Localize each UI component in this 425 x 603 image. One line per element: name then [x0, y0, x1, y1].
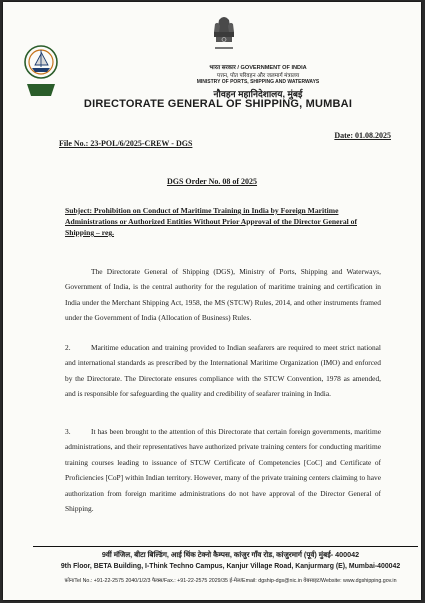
header-directorate-english: DIRECTORATE GENERAL OF SHIPPING, MUMBAI [83, 98, 353, 110]
subject-line: Subject: Prohibition on Conduct of Maritime Training in India by Foreign Maritime Administrations or Authorized Entities Without Prior Approval of the Director General of Shipping – reg. [65, 206, 357, 237]
paragraph-3 [65, 424, 381, 516]
paragraph-2 [65, 340, 381, 402]
footer-address-hindi: 9वीं मंजिल, बीटा बिल्डिंग, आई थिंक टेक्नो कैम्पस, कांजुर गाँव रोड, कांजुरमार्ग (पूर्व) मुंबई- 400042 [101, 550, 360, 559]
document-date: Date: 01.08.2025 [334, 131, 391, 140]
header-govt-of-india: भारत सरकार / GOVERNMENT OF INDIA [209, 65, 307, 71]
header-ministry-hindi: पत्तन, पोत परिवहन और जलमार्ग मंत्रालय [216, 73, 300, 79]
paragraph-3-text: It has been brought to the attention of this Directorate that certain foreign governments, maritime administrations, and their representatives have authorized private training centers for conducting maritime training courses leading to issuance of STCW Certificate of Competencies [CoC] and Certificate of Proficiencies [CoP] within Indian territory. However, many of the private training centers claiming to have authorization from foreign maritime administrations do not have approval of the Director General of Shipping. [65, 427, 381, 514]
footer-divider [33, 546, 418, 547]
document-page [3, 2, 421, 600]
order-title: DGS Order No. 08 of 2025 [166, 177, 258, 186]
footer-contact-details: फ़ोन/Tel No.: +91-22-2575 2040/1/2/3 फैक्स/Fax.: +91-22-2575 2029/35 ई-मेल/Email: dgship-dgs@nic.in वेबसाइट/Website: www.dgshipping.gov.in [64, 578, 397, 584]
file-number: File No.: 23-POL/6/2025-CREW - DGS [59, 139, 193, 148]
paragraph-2-number: 2. [65, 343, 71, 352]
paragraph-3-number: 3. [65, 427, 71, 436]
header-directorate-hindi: नौवहन महानिदेशालय, मुंबई [213, 89, 303, 99]
footer-address-english: 9th Floor, BETA Building, I-Think Techno Campus, Kanjur Village Road, Kanjurmarg (E), Mumbai-400042 [60, 563, 401, 570]
paragraph-1: The Directorate General of Shipping (DGS), Ministry of Ports, Shipping and Waterways, Government of India, is the central authority for the regulation of maritime training and certification in India under the Merchant Shipping Act, 1958, the MS (STCW) Rules, 2014, and other instruments framed under the Government of India (Allocation of Business) Rules. [65, 267, 381, 323]
ashoka-emblem-icon [209, 14, 239, 58]
paragraph-2-text: Maritime education and training provided to Indian seafarers are required to meet strict national and international standards as prescribed by the International Maritime Organization (IMO) and enforced by the Directorate. The Directorate ensures compliance with the STCW Convention, 1978 as amended, and is responsible for safeguarding the quality and credibility of seafarer training in India. [65, 343, 381, 399]
header-ministry-english: MINISTRY OF PORTS, SHIPPING AND WATERWAYS [196, 79, 320, 85]
